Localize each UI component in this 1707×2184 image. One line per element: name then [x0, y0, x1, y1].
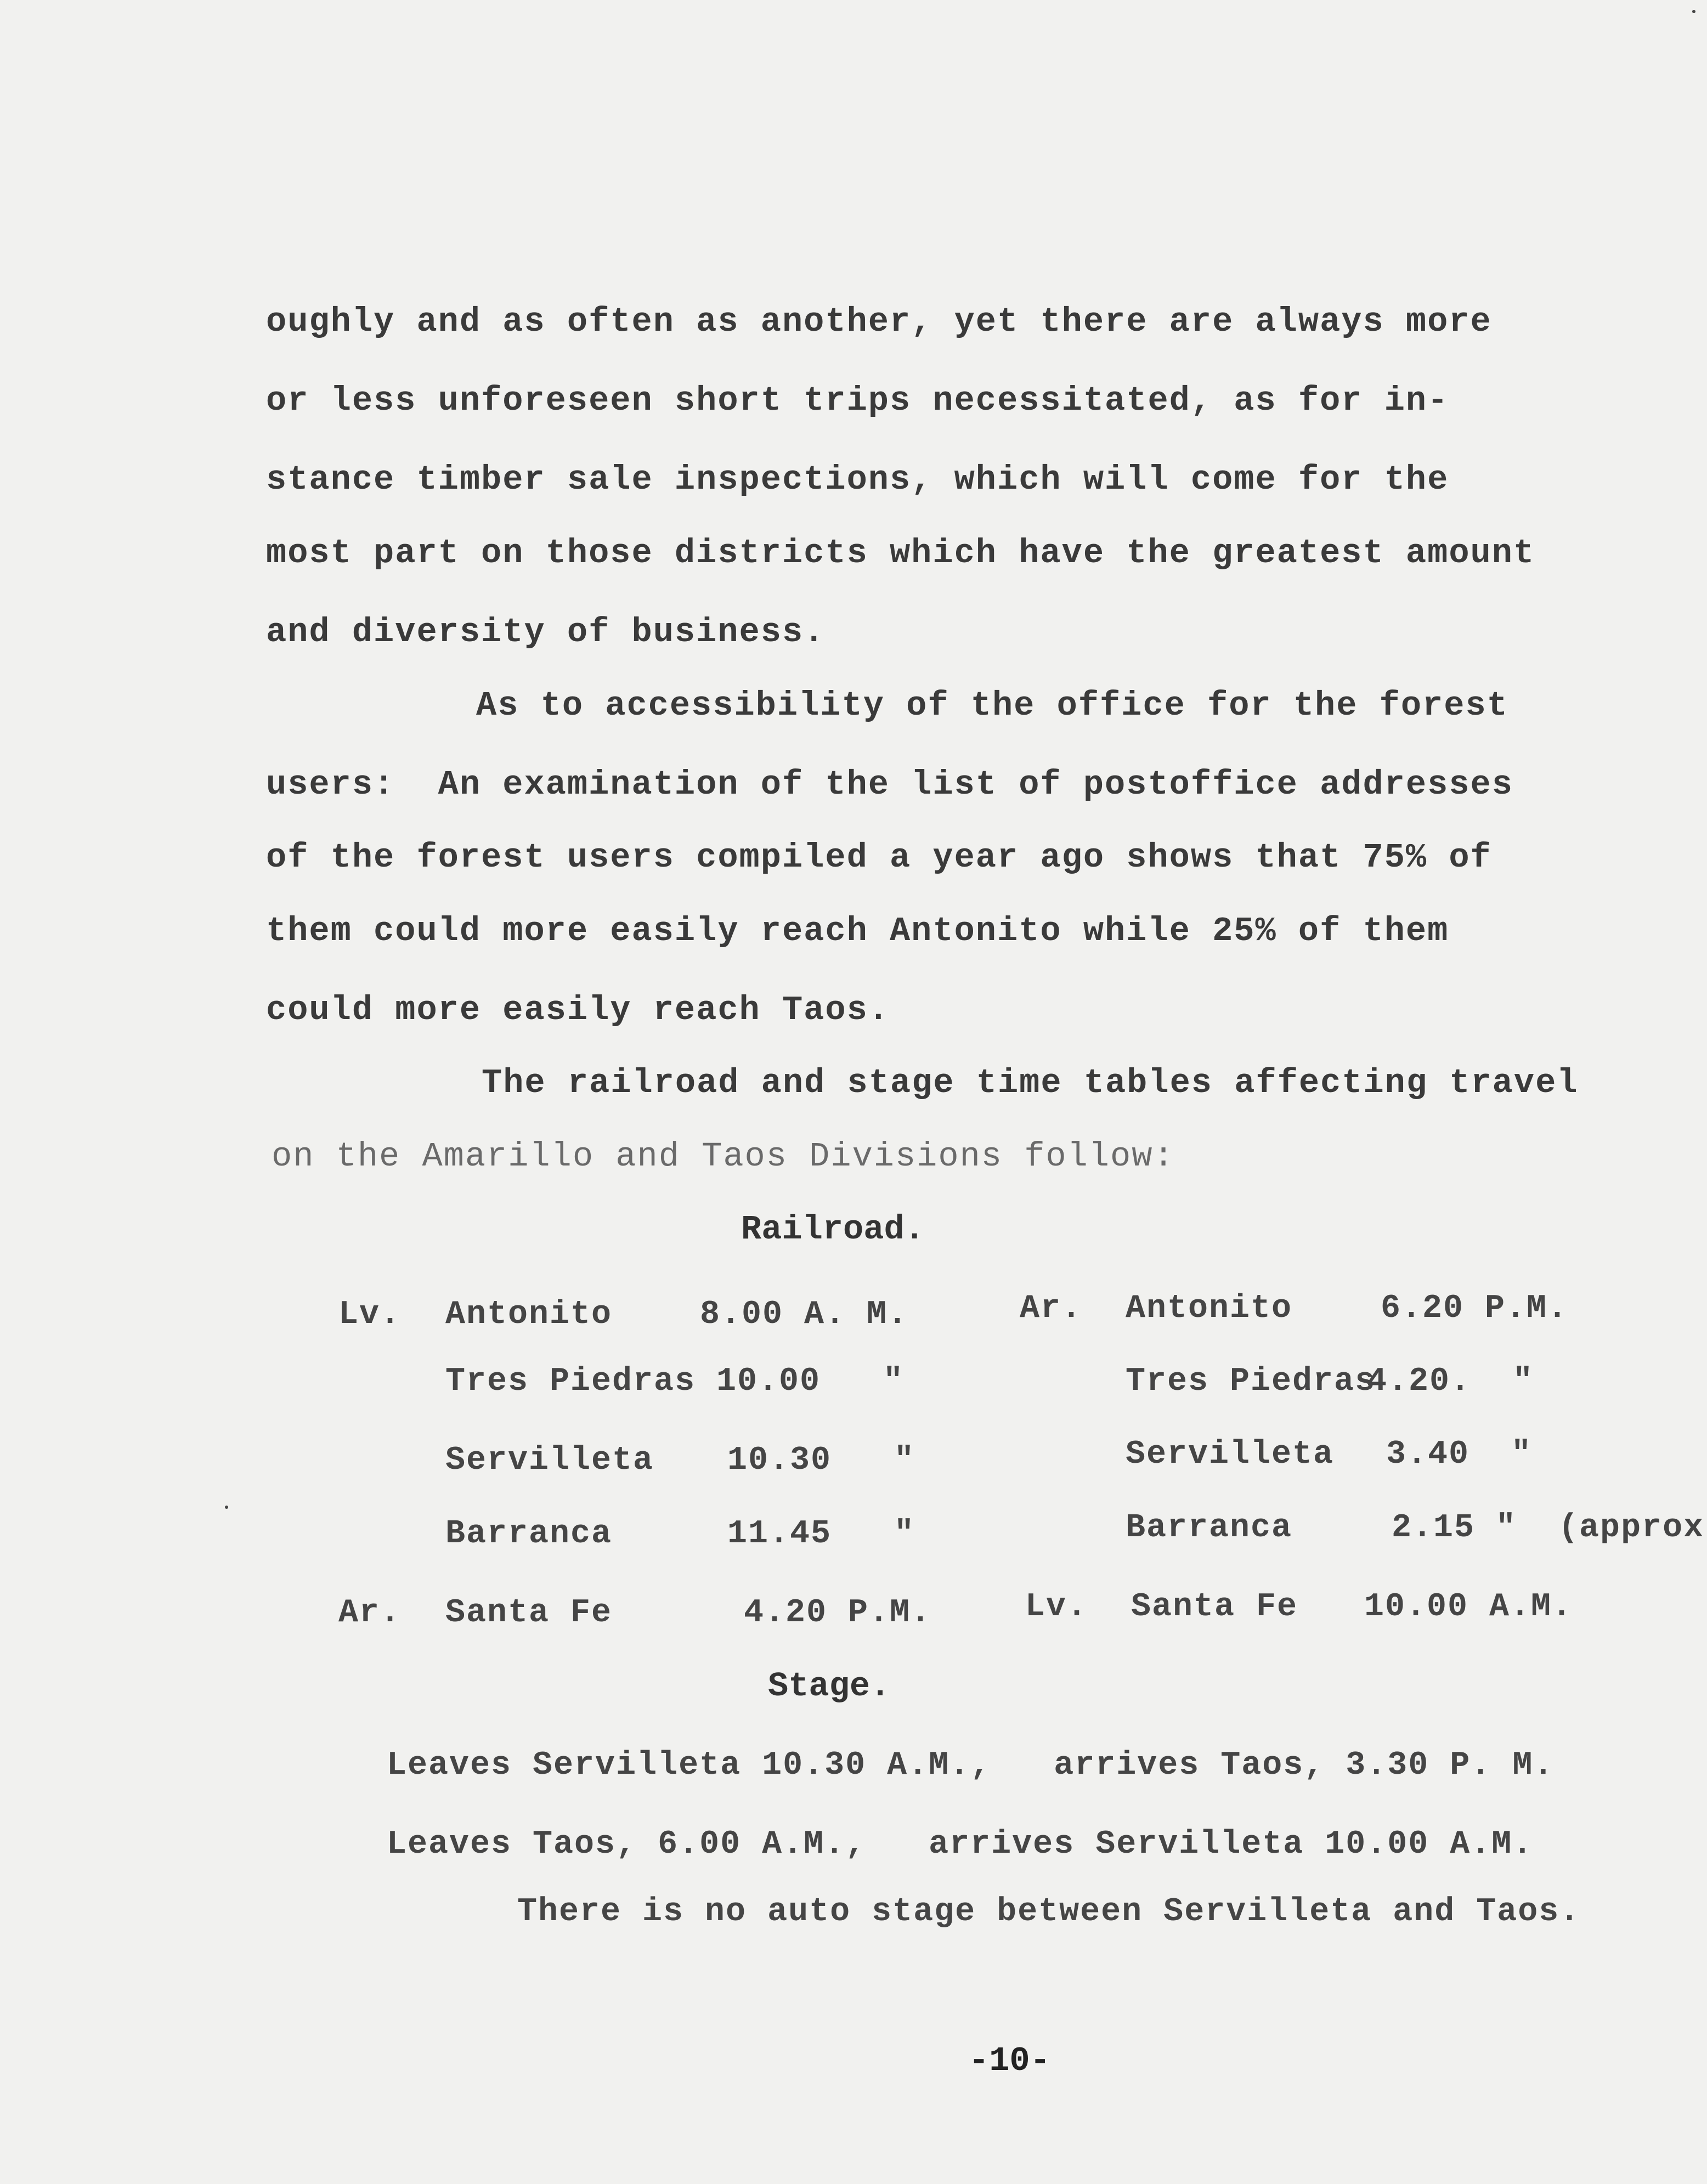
outbound-time: 11.45 ": [727, 1515, 915, 1553]
inbound-time: 4.20. ": [1367, 1363, 1534, 1400]
outbound-station: Servilleta: [445, 1442, 654, 1479]
stage-heading: Stage.: [768, 1667, 891, 1706]
ink-speck: [225, 1506, 228, 1509]
outbound-station: Tres Piedras: [445, 1363, 696, 1400]
paragraph-3-line-2: on the Amarillo and Taos Divisions follow:: [272, 1137, 1175, 1176]
outbound-time: 10.00 ": [716, 1363, 905, 1400]
paragraph-2-line-2: users: An examination of the list of postoffice addresses: [266, 765, 1513, 804]
stage-line-2: Leaves Taos, 6.00 A.M., arrives Servilleta 10.00 A.M.: [387, 1826, 1534, 1863]
page-number: -10-: [969, 2041, 1050, 2080]
inbound-time: 2.15 " (approx: [1392, 1509, 1705, 1547]
outbound-station: Santa Fe: [445, 1594, 613, 1632]
inbound-station: Santa Fe: [1131, 1588, 1298, 1626]
outbound-station: Barranca: [445, 1515, 613, 1553]
inbound-time: 6.20 P.M.: [1381, 1290, 1569, 1327]
paragraph-2-line-3: of the forest users compiled a year ago shows that 75% of: [266, 838, 1492, 877]
paragraph-2-line-4: them could more easily reach Antonito while 25% of them: [266, 912, 1449, 950]
inbound-time: 3.40 ": [1386, 1436, 1533, 1473]
railroad-heading: Railroad.: [741, 1210, 925, 1249]
inbound-mark: Ar.: [1020, 1290, 1083, 1327]
inbound-station: Tres Piedras: [1126, 1363, 1376, 1400]
stage-note: There is no auto stage between Servilleta and Taos.: [517, 1893, 1581, 1931]
paragraph-2-line-5: could more easily reach Taos.: [266, 991, 890, 1029]
paragraph-1-line-2: or less unforeseen short trips necessitated, as for in-: [266, 381, 1449, 420]
outbound-station: Antonito: [445, 1296, 613, 1333]
ink-speck: [1692, 10, 1695, 13]
paragraph-3-line-1: The railroad and stage time tables affecting travel: [482, 1063, 1579, 1102]
inbound-time: 10.00 A.M.: [1364, 1588, 1573, 1626]
inbound-mark: Lv.: [1025, 1588, 1088, 1626]
inbound-station: Servilleta: [1126, 1436, 1335, 1473]
outbound-time: 8.00 A. M.: [700, 1296, 909, 1333]
outbound-mark: Lv.: [338, 1296, 402, 1333]
paragraph-1-line-1: oughly and as often as another, yet there are always more: [266, 302, 1492, 341]
paragraph-1-line-3: stance timber sale inspections, which will come for the: [266, 460, 1449, 499]
outbound-time: 10.30 ": [727, 1442, 915, 1479]
paragraph-1-line-4: most part on those districts which have the greatest amount: [266, 534, 1535, 573]
paragraph-2-line-1: As to accessibility of the office for the forest: [476, 686, 1508, 725]
outbound-time: 4.20 P.M.: [744, 1594, 932, 1632]
inbound-station: Barranca: [1126, 1509, 1293, 1547]
inbound-station: Antonito: [1126, 1290, 1293, 1327]
paragraph-1-line-5: and diversity of business.: [266, 613, 826, 652]
outbound-mark: Ar.: [338, 1594, 402, 1632]
stage-line-1: Leaves Servilleta 10.30 A.M., arrives Taos, 3.30 P. M.: [387, 1747, 1555, 1784]
